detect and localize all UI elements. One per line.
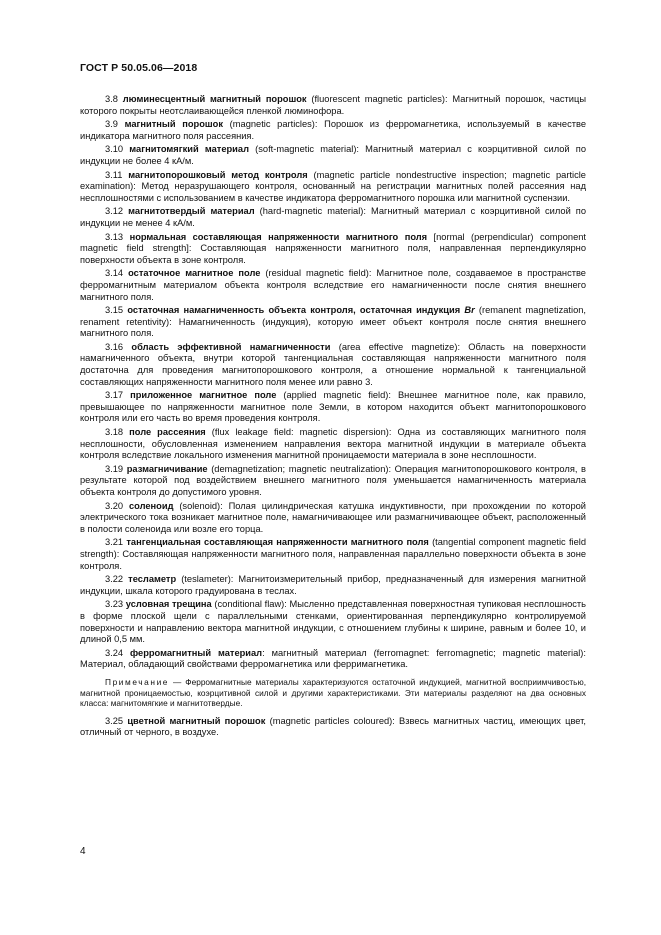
terms-list xyxy=(80,94,586,671)
page-number: 4 xyxy=(80,846,86,857)
term-title: магнитотвердый материал xyxy=(128,206,255,217)
term-number: 3.16 xyxy=(105,341,124,352)
note-text: — Ферромагнитные материалы характеризуются остаточной индукцией, магнитной восприимчивостью, магнитной проницаемостью, коэрцитивной силой и другими характеристиками. Эти материалы разделяют на два основных класса: магнитомягкие и магнитотвердые. xyxy=(80,676,586,709)
term-entry-3-18 xyxy=(80,427,586,462)
term-number: 3.21 xyxy=(105,537,124,548)
term-entry-3-21 xyxy=(80,537,586,572)
term-number: 3.14 xyxy=(105,268,124,279)
term-number: 3.19 xyxy=(105,463,124,474)
term-number: 3.18 xyxy=(105,427,124,438)
term-title: цветной магнитный порошок xyxy=(127,715,266,726)
term-title: тесламетр xyxy=(128,574,177,585)
term-number: 3.12 xyxy=(105,206,124,217)
term-number: 3.17 xyxy=(105,390,124,401)
term-definition: (magnetic particles): Порошок из ферромагнетика, используемый в качестве индикатора магнитного поля рассеяния. xyxy=(80,119,586,141)
term-definition: (remanent magnetization, renament retentivity): Намагниченность (индукция), которую имеет объект контроля после снятия внешнего магнитного поля. xyxy=(80,305,586,339)
term-entry-3-15 xyxy=(80,305,586,340)
note-paragraph xyxy=(80,677,586,709)
term-definition: (soft-magnetic material): Магнитный материал с коэрцитивной силой по индукции не более 4 кА/м. xyxy=(80,144,586,166)
term-definition: (fluorescent magnetic particles): Магнитный порошок, частицы которого покрыты неотслаивающейся пленкой люминофора. xyxy=(80,94,587,116)
term-title: область эффективной намагниченности xyxy=(131,341,331,352)
term-definition: (applied magnetic field): Внешнее магнитное поле, как правило, превышающее по напряженности магнитное поле Земли, в котором находится объект магнитопорошкового контроля или его часть во время проведения контроля. xyxy=(80,390,586,424)
term-entry-3-16 xyxy=(80,342,586,388)
term-title: остаточная намагниченность объекта контроля, остаточная индукция xyxy=(127,305,461,316)
term-definition: (solenoid): Полая цилиндрическая катушка индуктивности, при прохождении по которой электрического тока возникает магнитное поле, намагничивающее или размагничивающее объект, расположенный в полости соленоида или возле его торца. xyxy=(80,500,587,534)
term-title: ферромагнитный материал xyxy=(130,647,263,658)
term-definition: (tangential component magnetic field strength): Составляющая напряженности магнитного поля, направленная параллельно поверхности объекта в зоне контроля. xyxy=(80,537,587,571)
term-title: остаточное магнитное поле xyxy=(128,268,261,279)
term-entry-3-25 xyxy=(80,716,586,739)
term-number: 3.22 xyxy=(105,574,124,585)
term-entry-3-12 xyxy=(80,206,586,229)
term-title: поле рассеяния xyxy=(129,427,206,438)
term-definition: : магнитный материал (ferromagnet: ferromagnetic; magnetic material): Материал, обладающий свойствами ферромагнетика или ферримагнетика. xyxy=(80,647,586,670)
standard-header: ГОСТ Р 50.05.06—2018 xyxy=(80,62,198,74)
term-number: 3.10 xyxy=(105,144,124,155)
term-title: магнитный порошок xyxy=(124,119,223,130)
term-entry-3-20 xyxy=(80,501,586,536)
term-title: нормальная составляющая напряженности магнитного поля xyxy=(129,231,428,242)
note-label: Примечание xyxy=(105,676,170,687)
term-definition: (residual magnetic field): Магнитное поле, создаваемое в пространстве ферромагнитным материалом объекта контроля вследствие его намагниченности после снятия внешнего магнитного поля. xyxy=(80,268,586,302)
term-title: соленоид xyxy=(128,500,174,511)
term-entry-3-24 xyxy=(80,648,586,671)
term-definition: (area effective magnetize): Область на поверхности намагниченного объекта, внутри которой тангенциальная составляющая напряженности магнитного поля достаточна для проведения магнитопорошкового контроля, а отношение нормальной к тангенциальной составляющих напряженности магнитного поля менее или равно 3. xyxy=(80,341,586,387)
terms-section xyxy=(80,94,586,741)
term-entry-3-11 xyxy=(80,170,586,205)
term-entry-3-22 xyxy=(80,574,586,597)
term-definition: (flux leakage field: magnetic dispersion): Одна из составляющих магнитного поля несплошности, обусловленная изменением направления вектора магнитной индукции в материале объекта контроля вследствие локального изменения магнитной проницаемости материала в зоне несплошности. xyxy=(80,427,586,461)
term-definition: (teslameter): Магнитоизмерительный прибор, предназначенный для измерения магнитной индукции, шкала которого градуирована в теслах. xyxy=(80,574,586,596)
term-title: приложенное магнитное поле xyxy=(130,390,277,401)
term-number: 3.24 xyxy=(105,647,124,658)
term-entry-3-9 xyxy=(80,119,586,142)
term-number: 3.25 xyxy=(105,715,124,726)
term-definition: (magnetic particles coloured): Взвесь магнитных частиц, имеющих цвет, отличный от черного, в воздухе. xyxy=(80,715,586,738)
term-number: 3.11 xyxy=(105,169,123,180)
term-entry-3-8 xyxy=(80,94,586,117)
term-definition: (hard-magnetic material): Магнитный материал с коэрцитивной силой по индукции не менее 4 кА/м. xyxy=(80,206,587,228)
term-number: 3.9 xyxy=(105,119,118,130)
term-entry-3-19 xyxy=(80,464,586,499)
term-definition: [normal (perpendicular) component magnetic field strength]: Составляющая напряженности магнитного поля, направленная перпендикулярно поверхности объекта в зоне контроля. xyxy=(80,231,586,265)
term-entry-3-14 xyxy=(80,268,586,303)
term-symbol: Br xyxy=(464,305,475,316)
term-number: 3.23 xyxy=(105,599,124,610)
term-title: размагничивание xyxy=(126,463,208,474)
term-title: магнитомягкий материал xyxy=(129,144,249,155)
term-number: 3.15 xyxy=(105,305,124,316)
term-entry-3-10 xyxy=(80,144,586,167)
term-entry-3-17 xyxy=(80,390,586,425)
term-title: магнитопорошковый метод контроля xyxy=(128,169,308,180)
term-number: 3.20 xyxy=(105,500,124,511)
term-entry-3-13 xyxy=(80,232,586,267)
term-number: 3.8 xyxy=(105,94,118,104)
term-entry-3-23 xyxy=(80,599,586,645)
term-definition: (demagnetization; magnetic neutralization): Операция магнитопорошкового контроля, в результате которой под воздействием внешнего магнитного поля уменьшается намагниченность материала объекта контроля до допустимого уровня. xyxy=(80,463,586,497)
term-number: 3.13 xyxy=(105,231,124,242)
term-title: тангенциальная составляющая напряженности магнитного поля xyxy=(126,537,429,548)
term-title: условная трещина xyxy=(125,599,212,610)
term-definition: (magnetic particle nondestructive inspection; magnetic particle examination): Метод неразрушающего контроля, основанный на регистрации магнитных полей рассеяния над несплошностями с использованием в качестве индикатора ферромагнитного порошка или магнитной суспензии. xyxy=(80,169,586,203)
term-definition: (conditional flaw): Мысленно представленная поверхностная тупиковая несплошность в форме плоской щели с параллельными стенками, ориентированная перпендикулярно контролируемой поверхности и направлению вектора магнитной индукции, с отношением глубины к ширине, равным и более 10, и длиной 0,5 мм. xyxy=(80,599,587,645)
term-title: люминесцентный магнитный порошок xyxy=(122,94,307,104)
